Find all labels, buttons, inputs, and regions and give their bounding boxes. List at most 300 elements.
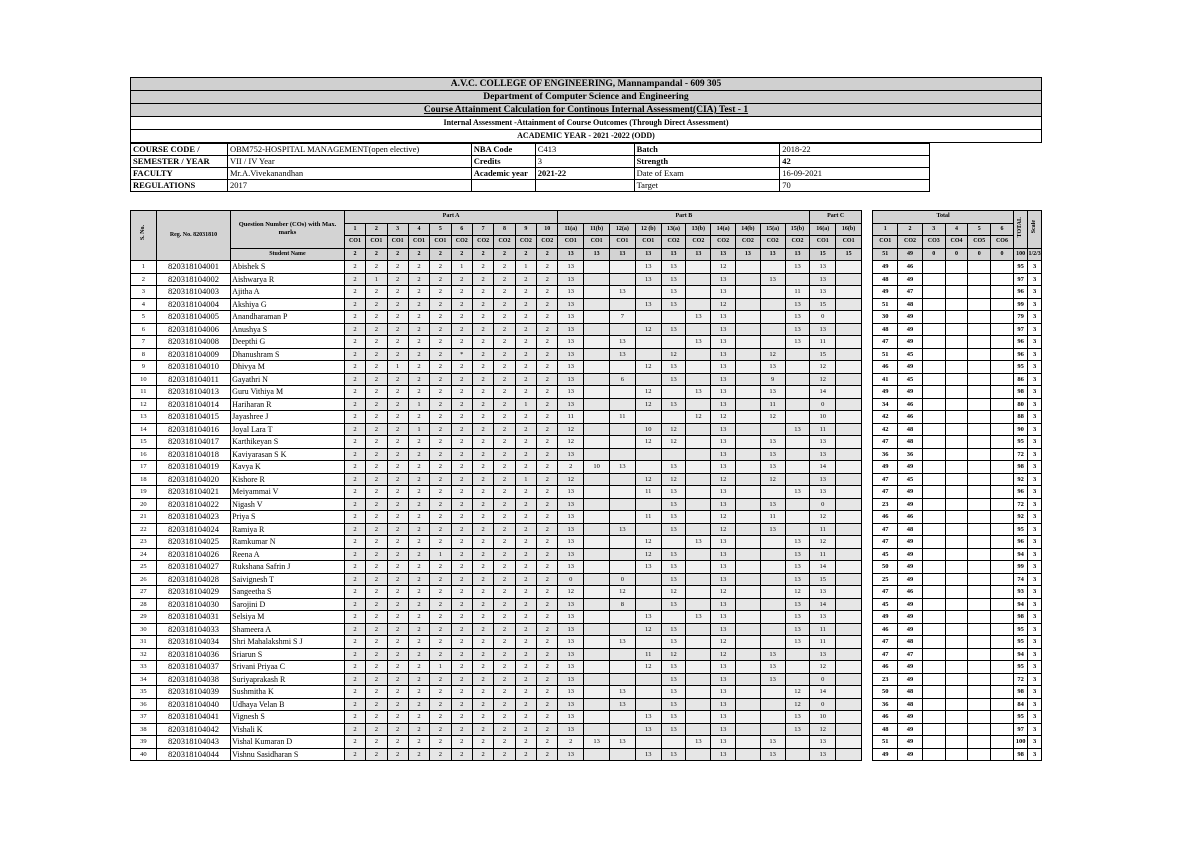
mark-cell bbox=[836, 286, 862, 299]
mark-cell: 2 bbox=[430, 336, 451, 349]
mark-cell: 2 bbox=[537, 748, 558, 761]
mark-cell: 13 bbox=[686, 611, 711, 624]
mark-cell: 2 bbox=[408, 373, 429, 386]
mark-cell: 2 bbox=[515, 461, 536, 474]
mark-cell: 2 bbox=[430, 423, 451, 436]
exam-date-value: 16-09-2021 bbox=[780, 168, 930, 180]
mark-cell: 2 bbox=[430, 498, 451, 511]
student-name: Karthikeyan S bbox=[231, 436, 345, 449]
co-total-cell bbox=[945, 598, 968, 611]
student-name: Anandharaman P bbox=[231, 311, 345, 324]
mark-cell: 2 bbox=[472, 498, 493, 511]
total-cell: 96 bbox=[1013, 348, 1027, 361]
mark-cell bbox=[686, 361, 711, 374]
mark-cell: 13 bbox=[558, 523, 584, 536]
mark-cell bbox=[735, 611, 760, 624]
mark-cell: 2 bbox=[537, 536, 558, 549]
mark-cell: 2 bbox=[387, 498, 408, 511]
question-number: 15(a) bbox=[760, 223, 785, 236]
mark-cell: 2 bbox=[387, 711, 408, 724]
co-total-cell bbox=[922, 373, 945, 386]
co-total-cell bbox=[968, 561, 991, 574]
mark-cell: 12 bbox=[810, 511, 836, 524]
mark-cell: 2 bbox=[515, 411, 536, 424]
mark-cell: 2 bbox=[387, 698, 408, 711]
course-outcome: CO1 bbox=[836, 236, 862, 249]
mark-cell: 2 bbox=[344, 573, 365, 586]
mark-cell: 2 bbox=[408, 548, 429, 561]
mark-cell bbox=[635, 461, 661, 474]
mark-cell: 12 bbox=[810, 361, 836, 374]
faculty-value: Mr.A.Vivekanandhan bbox=[227, 168, 471, 180]
mark-cell: 2 bbox=[472, 436, 493, 449]
mark-cell: 2 bbox=[430, 636, 451, 649]
mark-cell: 2 bbox=[430, 298, 451, 311]
co-total-cell: 49 bbox=[898, 311, 923, 324]
register-number: 820318104020 bbox=[156, 473, 230, 486]
co-total-cell bbox=[968, 261, 991, 274]
mark-cell bbox=[661, 536, 686, 549]
mark-cell bbox=[785, 736, 810, 749]
mark-cell bbox=[760, 486, 785, 499]
mark-cell: 2 bbox=[366, 573, 387, 586]
mark-cell: 13 bbox=[686, 536, 711, 549]
mark-cell: 2 bbox=[366, 423, 387, 436]
mark-cell: 11 bbox=[785, 286, 810, 299]
mark-cell: 2 bbox=[408, 636, 429, 649]
question-number: 9 bbox=[515, 223, 536, 236]
mark-cell: 2 bbox=[537, 511, 558, 524]
serial-number: 37 bbox=[131, 711, 157, 724]
mark-cell: 12 bbox=[711, 473, 736, 486]
mark-cell: 2 bbox=[472, 573, 493, 586]
co-total-cell: 50 bbox=[873, 686, 898, 699]
mark-cell bbox=[686, 348, 711, 361]
mark-cell: 2 bbox=[494, 286, 515, 299]
question-number: 14(b) bbox=[735, 223, 760, 236]
co-total-cell bbox=[922, 623, 945, 636]
co-total-cell: 51 bbox=[873, 298, 898, 311]
mark-cell: 2 bbox=[366, 611, 387, 624]
co-total-cell bbox=[968, 523, 991, 536]
question-number: 16(b) bbox=[836, 223, 862, 236]
mark-cell: 0 bbox=[610, 573, 636, 586]
mark-cell bbox=[686, 373, 711, 386]
total-cell: 95 bbox=[1013, 261, 1027, 274]
total-cell: 86 bbox=[1013, 373, 1027, 386]
separator-cell bbox=[861, 461, 872, 474]
co-total-cell: 48 bbox=[898, 523, 923, 536]
mark-cell: 2 bbox=[451, 598, 472, 611]
co-total-cell bbox=[991, 523, 1014, 536]
mark-cell: 13 bbox=[686, 386, 711, 399]
max-mark: 13 bbox=[686, 248, 711, 261]
co-total-cell bbox=[968, 611, 991, 624]
mark-cell: 13 bbox=[810, 473, 836, 486]
student-name: Hariharan R bbox=[231, 398, 345, 411]
co-total-cell bbox=[991, 473, 1014, 486]
co-total-cell bbox=[945, 461, 968, 474]
mark-cell bbox=[735, 686, 760, 699]
mark-cell: 12 bbox=[711, 586, 736, 599]
register-number: 820318104036 bbox=[156, 648, 230, 661]
separator-cell bbox=[861, 673, 872, 686]
mark-cell: 13 bbox=[711, 423, 736, 436]
total-cell: 92 bbox=[1013, 473, 1027, 486]
mark-cell: 2 bbox=[472, 611, 493, 624]
total-co-label: CO2 bbox=[898, 236, 923, 249]
max-mark: 15 bbox=[810, 248, 836, 261]
mark-cell: 2 bbox=[494, 311, 515, 324]
mark-cell bbox=[836, 598, 862, 611]
mark-cell bbox=[686, 711, 711, 724]
mark-cell bbox=[836, 586, 862, 599]
co-total-cell bbox=[945, 573, 968, 586]
mark-cell: 2 bbox=[344, 298, 365, 311]
mark-cell: 2 bbox=[387, 286, 408, 299]
regulations-value: 2017 bbox=[227, 180, 471, 192]
mark-cell: 2 bbox=[515, 273, 536, 286]
mark-cell bbox=[760, 586, 785, 599]
mark-cell: 2 bbox=[515, 636, 536, 649]
mark-cell: 2 bbox=[430, 561, 451, 574]
mark-cell: 2 bbox=[387, 436, 408, 449]
co-total-cell bbox=[922, 673, 945, 686]
mark-cell: 2 bbox=[472, 648, 493, 661]
mark-cell: 2 bbox=[430, 436, 451, 449]
mark-cell: 13 bbox=[760, 436, 785, 449]
mark-cell: 2 bbox=[515, 598, 536, 611]
separator-cell bbox=[861, 361, 872, 374]
total-co-max: 0 bbox=[991, 248, 1014, 261]
mark-cell: 2 bbox=[387, 586, 408, 599]
mark-cell bbox=[836, 736, 862, 749]
mark-cell bbox=[735, 623, 760, 636]
mark-cell bbox=[610, 498, 636, 511]
mark-cell: 13 bbox=[810, 648, 836, 661]
mark-cell: 2 bbox=[537, 623, 558, 636]
mark-cell: 10 bbox=[810, 711, 836, 724]
total-cell: 79 bbox=[1013, 311, 1027, 324]
mark-cell bbox=[760, 423, 785, 436]
mark-cell: 2 bbox=[344, 486, 365, 499]
scale-cell: 3 bbox=[1028, 661, 1042, 674]
mark-cell: 13 bbox=[711, 436, 736, 449]
register-number: 820318104010 bbox=[156, 361, 230, 374]
mark-cell: 2 bbox=[344, 723, 365, 736]
co-total-cell bbox=[991, 298, 1014, 311]
course-outcome: CO2 bbox=[686, 236, 711, 249]
separator-cell bbox=[861, 573, 872, 586]
mark-cell: 12 bbox=[558, 586, 584, 599]
mark-cell: 13 bbox=[711, 686, 736, 699]
question-number: 8 bbox=[494, 223, 515, 236]
co-total-cell bbox=[991, 511, 1014, 524]
mark-cell bbox=[610, 561, 636, 574]
co-total-cell bbox=[945, 448, 968, 461]
mark-cell: 12 bbox=[810, 723, 836, 736]
mark-cell: 2 bbox=[451, 286, 472, 299]
mark-cell: 2 bbox=[537, 686, 558, 699]
student-name-header: Student Name bbox=[231, 248, 345, 261]
table-row bbox=[131, 373, 1042, 386]
mark-cell: 2 bbox=[430, 361, 451, 374]
info-row-regulations bbox=[131, 180, 930, 192]
table-row bbox=[131, 511, 1042, 524]
mark-cell bbox=[760, 623, 785, 636]
mark-cell: 2 bbox=[451, 411, 472, 424]
mark-cell bbox=[584, 673, 610, 686]
scale-cell: 3 bbox=[1028, 411, 1042, 424]
mark-cell: 2 bbox=[515, 423, 536, 436]
mark-cell: 13 bbox=[760, 648, 785, 661]
scale-cell: 3 bbox=[1028, 311, 1042, 324]
exam-date-label: Date of Exam bbox=[634, 168, 780, 180]
co-total-cell bbox=[922, 736, 945, 749]
mark-cell: 2 bbox=[537, 298, 558, 311]
co-total-cell bbox=[945, 661, 968, 674]
mark-cell bbox=[686, 511, 711, 524]
mark-cell: 2 bbox=[494, 523, 515, 536]
sheet-subtitle: Internal Assessment -Attainment of Course Outcomes (Through Direct Assessment) bbox=[130, 117, 1042, 130]
separator-cell bbox=[861, 373, 872, 386]
mark-cell: 2 bbox=[515, 511, 536, 524]
total-cell: 84 bbox=[1013, 698, 1027, 711]
mark-cell bbox=[836, 648, 862, 661]
student-name: Joyal Lara T bbox=[231, 423, 345, 436]
co-total-cell bbox=[968, 448, 991, 461]
course-outcome: CO1 bbox=[366, 236, 387, 249]
mark-cell: 2 bbox=[430, 648, 451, 661]
mark-cell: 2 bbox=[451, 723, 472, 736]
mark-cell: 2 bbox=[366, 461, 387, 474]
mark-cell: 13 bbox=[610, 736, 636, 749]
co-total-cell: 47 bbox=[873, 486, 898, 499]
mark-cell bbox=[760, 573, 785, 586]
mark-cell: 2 bbox=[537, 336, 558, 349]
co-total-cell bbox=[922, 323, 945, 336]
co-total-cell: 46 bbox=[898, 411, 923, 424]
scale-cell: 3 bbox=[1028, 273, 1042, 286]
co-total-cell: 46 bbox=[898, 261, 923, 274]
mark-cell: 2 bbox=[451, 298, 472, 311]
question-number: 14(a) bbox=[711, 223, 736, 236]
mark-cell: 13 bbox=[760, 748, 785, 761]
mark-cell: 13 bbox=[711, 573, 736, 586]
max-mark: 13 bbox=[785, 248, 810, 261]
separator-cell bbox=[861, 411, 872, 424]
register-number: 820318104014 bbox=[156, 398, 230, 411]
mark-cell bbox=[735, 536, 760, 549]
register-number: 820318104033 bbox=[156, 623, 230, 636]
mark-cell: 2 bbox=[408, 536, 429, 549]
mark-cell: 13 bbox=[785, 598, 810, 611]
mark-cell bbox=[610, 661, 636, 674]
question-number: 16(a) bbox=[810, 223, 836, 236]
co-total-cell bbox=[922, 498, 945, 511]
student-name: Priya S bbox=[231, 511, 345, 524]
separator-cell bbox=[861, 548, 872, 561]
mark-cell bbox=[836, 611, 862, 624]
student-name: Udhaya Velan B bbox=[231, 698, 345, 711]
mark-cell: 13 bbox=[558, 261, 584, 274]
mark-cell: 1 bbox=[515, 473, 536, 486]
scale-cell: 3 bbox=[1028, 373, 1042, 386]
course-outcome: CO2 bbox=[785, 236, 810, 249]
mark-cell: 13 bbox=[635, 298, 661, 311]
mark-cell: 0 bbox=[810, 673, 836, 686]
mark-cell: 2 bbox=[344, 373, 365, 386]
mark-cell: 2 bbox=[408, 348, 429, 361]
co-total-cell bbox=[968, 598, 991, 611]
mark-cell bbox=[785, 661, 810, 674]
co-total-cell bbox=[945, 611, 968, 624]
co-total-cell bbox=[968, 323, 991, 336]
mark-cell: 12 bbox=[635, 623, 661, 636]
mark-cell: 13 bbox=[610, 336, 636, 349]
mark-cell bbox=[661, 386, 686, 399]
co-total-cell: 49 bbox=[898, 536, 923, 549]
mark-cell: 12 bbox=[661, 586, 686, 599]
co-total-cell bbox=[991, 636, 1014, 649]
marks-body bbox=[131, 261, 1042, 761]
mark-cell: 2 bbox=[408, 298, 429, 311]
mark-cell: 2 bbox=[344, 386, 365, 399]
student-name: Ramiya R bbox=[231, 523, 345, 536]
separator-cell bbox=[861, 311, 872, 324]
total-co-label: CO4 bbox=[945, 236, 968, 249]
co-total-cell bbox=[945, 673, 968, 686]
mark-cell: 13 bbox=[661, 698, 686, 711]
course-outcome: CO2 bbox=[735, 236, 760, 249]
mark-cell: 12 bbox=[635, 661, 661, 674]
mark-cell: 2 bbox=[366, 261, 387, 274]
total-cell: 74 bbox=[1013, 573, 1027, 586]
mark-cell: 2 bbox=[558, 736, 584, 749]
mark-cell bbox=[836, 473, 862, 486]
table-row bbox=[131, 648, 1042, 661]
mark-cell: 2 bbox=[408, 573, 429, 586]
mark-cell: 13 bbox=[711, 698, 736, 711]
co-total-cell bbox=[991, 723, 1014, 736]
mark-cell: 13 bbox=[635, 711, 661, 724]
student-name: Meiyammai V bbox=[231, 486, 345, 499]
mark-cell: 2 bbox=[366, 723, 387, 736]
mark-cell: 2 bbox=[515, 498, 536, 511]
mark-cell bbox=[735, 511, 760, 524]
total-cell: 95 bbox=[1013, 623, 1027, 636]
mark-cell bbox=[584, 511, 610, 524]
co-total-cell bbox=[991, 698, 1014, 711]
mark-cell: 2 bbox=[387, 648, 408, 661]
mark-cell: 2 bbox=[472, 586, 493, 599]
student-name: Kishore R bbox=[231, 473, 345, 486]
mark-cell: 2 bbox=[494, 748, 515, 761]
co-total-cell: 49 bbox=[898, 273, 923, 286]
target-value: 70 bbox=[780, 180, 930, 192]
mark-cell bbox=[584, 523, 610, 536]
question-number: 1 bbox=[344, 223, 365, 236]
mark-cell: 2 bbox=[494, 548, 515, 561]
mark-cell: 2 bbox=[387, 273, 408, 286]
mark-cell: 2 bbox=[537, 611, 558, 624]
mark-cell: 2 bbox=[515, 486, 536, 499]
mark-cell: 13 bbox=[635, 723, 661, 736]
table-row bbox=[131, 448, 1042, 461]
co-total-cell bbox=[991, 573, 1014, 586]
mark-cell bbox=[836, 373, 862, 386]
register-number: 820318104043 bbox=[156, 736, 230, 749]
serial-number: 15 bbox=[131, 436, 157, 449]
mark-cell: 2 bbox=[451, 548, 472, 561]
mark-cell: 2 bbox=[408, 361, 429, 374]
mark-cell: 13 bbox=[661, 498, 686, 511]
register-number: 820318104030 bbox=[156, 598, 230, 611]
mark-cell: 2 bbox=[537, 648, 558, 661]
mark-cell bbox=[836, 548, 862, 561]
mark-cell: 2 bbox=[366, 436, 387, 449]
course-outcome: CO2 bbox=[451, 236, 472, 249]
co-total-cell bbox=[922, 386, 945, 399]
register-number: 820318104025 bbox=[156, 536, 230, 549]
co-total-cell bbox=[968, 673, 991, 686]
mark-cell: 12 bbox=[661, 436, 686, 449]
total-cell: 97 bbox=[1013, 273, 1027, 286]
mark-cell: 2 bbox=[408, 311, 429, 324]
total-group-header: Total bbox=[873, 211, 1014, 224]
register-number: 820318104039 bbox=[156, 686, 230, 699]
separator-cell bbox=[861, 536, 872, 549]
mark-cell bbox=[760, 286, 785, 299]
mark-cell: 13 bbox=[661, 636, 686, 649]
mark-cell: 2 bbox=[344, 586, 365, 599]
mark-cell: 2 bbox=[430, 536, 451, 549]
mark-cell bbox=[735, 736, 760, 749]
mark-cell: 10 bbox=[584, 461, 610, 474]
mark-cell: 2 bbox=[344, 736, 365, 749]
mark-cell: 2 bbox=[430, 511, 451, 524]
mark-cell: 12 bbox=[635, 473, 661, 486]
mark-cell: 2 bbox=[472, 736, 493, 749]
mark-cell: 2 bbox=[408, 323, 429, 336]
serial-number: 20 bbox=[131, 498, 157, 511]
separator-cell bbox=[861, 348, 872, 361]
mark-cell bbox=[760, 561, 785, 574]
student-name: Srivani Priyaa C bbox=[231, 661, 345, 674]
mark-cell bbox=[760, 636, 785, 649]
mark-cell: 11 bbox=[810, 523, 836, 536]
mark-cell: 2 bbox=[494, 336, 515, 349]
mark-cell: 2 bbox=[451, 373, 472, 386]
total-cell: 88 bbox=[1013, 411, 1027, 424]
student-name: Anushya S bbox=[231, 323, 345, 336]
mark-cell: 12 bbox=[711, 636, 736, 649]
co-total-cell bbox=[922, 273, 945, 286]
mark-cell: 13 bbox=[661, 673, 686, 686]
mark-cell: 2 bbox=[366, 698, 387, 711]
mark-cell: 13 bbox=[785, 623, 810, 636]
separator-cell bbox=[861, 336, 872, 349]
mark-cell: 2 bbox=[344, 286, 365, 299]
mark-cell: 0 bbox=[558, 573, 584, 586]
mark-cell: 2 bbox=[430, 623, 451, 636]
mark-cell bbox=[785, 748, 810, 761]
mark-cell: 13 bbox=[711, 273, 736, 286]
register-number: 820318104018 bbox=[156, 448, 230, 461]
scale-cell: 3 bbox=[1028, 423, 1042, 436]
mark-cell bbox=[735, 486, 760, 499]
mark-cell: 13 bbox=[661, 661, 686, 674]
